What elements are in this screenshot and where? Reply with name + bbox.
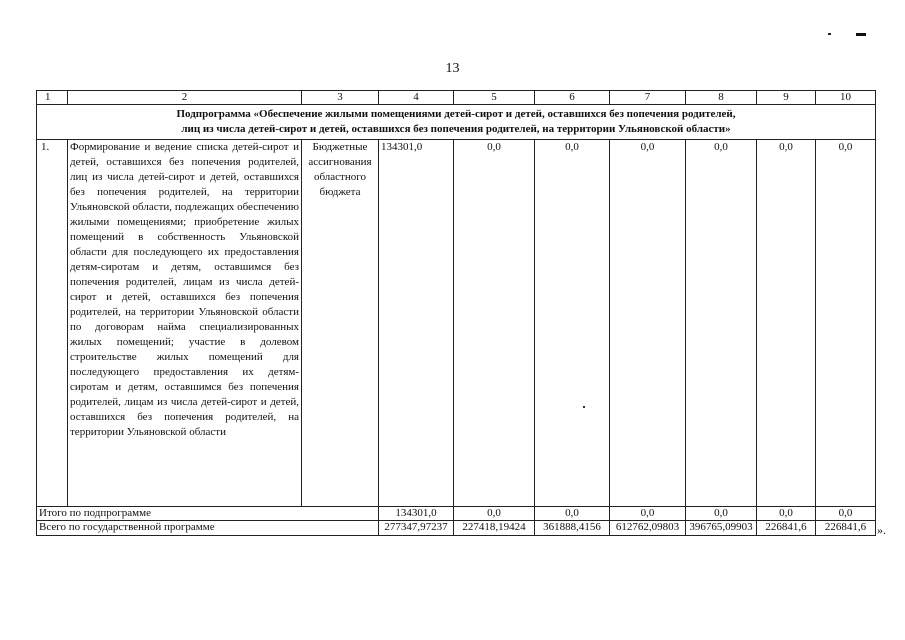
scan-speck	[583, 406, 585, 408]
budget-table	[36, 90, 876, 536]
column-number: 5	[454, 91, 535, 105]
subprogram-title-line: лиц из числа детей-сирот и детей, оставшихся без попечения родителей, на территории Ульяновской области»	[181, 123, 731, 135]
activity-description: Формирование и ведение списка детей-сирот и детей, оставшихся без попечения родителей, лиц из числа детей-сирот и детей, оставшихся без попечения родителей, на территории Ульяновской области, подлежащих обеспечению жилыми помещениями; приобретение жилых помещений в собственность Ульяновской области для последующего их предоставления детям-сиротам и детям, оставшимся без попечения родителей, лицам из числа детей-сирот и детей, оставшихся без попечения родителей, на территории Ульяновской области по договорам найма специализированных жилых помещений; участие в долевом строительстве жилых помещений для последующего предоставления их детям-сиротам и детям, оставшимся без попечения родителей, лицам из числа детей-сирот и детей, оставшихся без попечения родителей, на территории Ульяновской области	[68, 140, 302, 507]
value-cell: 134301,0	[379, 507, 454, 521]
value-cell: 0,0	[686, 507, 757, 521]
value-cell: 0,0	[454, 140, 535, 507]
value-cell: 0,0	[816, 507, 876, 521]
value-cell: 0,0	[454, 507, 535, 521]
column-number-row	[37, 91, 876, 105]
value-cell: 0,0	[686, 140, 757, 507]
column-number: 2	[68, 91, 302, 105]
column-number: 3	[302, 91, 379, 105]
column-number: 9	[757, 91, 816, 105]
value-cell: 0,0	[757, 140, 816, 507]
value-cell: 227418,19424	[454, 521, 535, 536]
grand-total-row	[37, 521, 876, 536]
value-cell: 361888,4156	[535, 521, 610, 536]
column-number: 8	[686, 91, 757, 105]
value-cell: 612762,09803	[610, 521, 686, 536]
value-cell: 226841,6	[816, 521, 876, 536]
page-number: 13	[445, 61, 460, 76]
value-cell: 226841,6	[757, 521, 816, 536]
scan-mark	[856, 33, 866, 36]
scan-mark	[828, 33, 831, 35]
funding-source: Бюджетные ассигнования областного бюджета	[302, 140, 379, 507]
value-cell: 134301,0	[379, 140, 454, 507]
subprogram-title-line: Подпрограмма «Обеспечение жилыми помещениями детей-сирот и детей, оставшихся без попечения родителей,	[176, 108, 736, 120]
value-cell: 0,0	[610, 140, 686, 507]
value-cell: 0,0	[535, 140, 610, 507]
value-cell: 0,0	[757, 507, 816, 521]
column-number: 7	[610, 91, 686, 105]
value-cell: 0,0	[816, 140, 876, 507]
subtotal-label: Итого по подпрограмме	[37, 507, 379, 521]
value-cell: 277347,97237	[379, 521, 454, 536]
subtotal-row	[37, 507, 876, 521]
column-number: 10	[816, 91, 876, 105]
table-row	[37, 140, 876, 507]
column-number: 4	[379, 91, 454, 105]
value-cell: 0,0	[610, 507, 686, 521]
subprogram-title	[37, 105, 876, 140]
value-cell: 0,0	[535, 507, 610, 521]
closing-quote: ».	[877, 523, 886, 537]
grand-total-label: Всего по государственной программе	[37, 521, 379, 536]
subprogram-title-row	[37, 105, 876, 140]
column-number: 6	[535, 91, 610, 105]
column-number: 1	[37, 91, 68, 105]
value-cell: 396765,09903	[686, 521, 757, 536]
row-number: 1.	[37, 140, 68, 507]
